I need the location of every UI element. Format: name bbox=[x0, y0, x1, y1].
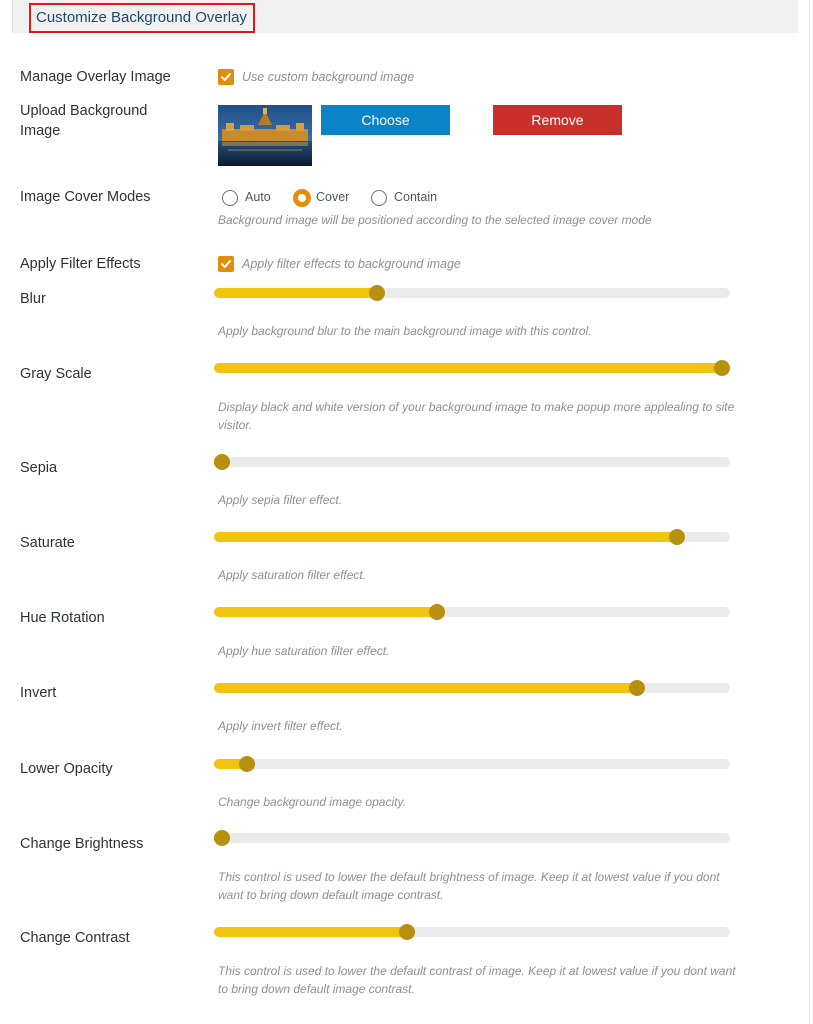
section-header bbox=[12, 0, 798, 33]
saturate-slider[interactable] bbox=[214, 532, 730, 542]
radio-auto-label[interactable]: Auto bbox=[245, 190, 271, 204]
grayscale-label: Gray Scale bbox=[20, 366, 92, 382]
blur-slider[interactable] bbox=[214, 288, 730, 298]
radio-cover[interactable] bbox=[293, 189, 311, 207]
sepia-slider-handle[interactable] bbox=[214, 454, 230, 470]
grayscale-slider-fill bbox=[214, 363, 722, 373]
sepia-help: Apply sepia filter effect. bbox=[218, 493, 343, 507]
grayscale-slider-handle[interactable] bbox=[714, 360, 730, 376]
cover-modes-help: Background image will be positioned according to the selected image cover mode bbox=[218, 213, 652, 227]
radio-contain-label[interactable]: Contain bbox=[394, 190, 438, 204]
hue-rotation-help: Apply hue saturation filter effect. bbox=[218, 644, 390, 658]
section-title[interactable]: Customize Background Overlay bbox=[29, 3, 255, 33]
saturate-slider-handle[interactable] bbox=[669, 529, 685, 545]
upload-background-label: Upload Background Image bbox=[20, 103, 148, 139]
cover-modes-label: Image Cover Modes bbox=[20, 189, 151, 205]
custom-background-checkbox[interactable] bbox=[218, 69, 234, 85]
checkmark-icon bbox=[220, 258, 232, 270]
blur-help: Apply background blur to the main background image with this control. bbox=[218, 324, 592, 338]
contrast-label: Change Contrast bbox=[20, 930, 130, 946]
sepia-slider[interactable] bbox=[214, 457, 730, 467]
filter-effects-checkbox-label[interactable]: Apply filter effects to background image bbox=[242, 257, 461, 271]
hue-rotation-slider-fill bbox=[214, 607, 437, 617]
lower-opacity-slider[interactable] bbox=[214, 759, 730, 769]
saturate-help: Apply saturation filter effect. bbox=[218, 568, 367, 582]
invert-help: Apply invert filter effect. bbox=[218, 719, 343, 733]
choose-button[interactable]: Choose bbox=[321, 105, 450, 135]
contrast-slider-fill bbox=[214, 927, 407, 937]
brightness-slider-handle[interactable] bbox=[214, 830, 230, 846]
contrast-slider[interactable] bbox=[214, 927, 730, 937]
background-image-thumbnail bbox=[218, 105, 312, 166]
custom-background-checkbox-label[interactable]: Use custom background image bbox=[242, 70, 415, 84]
filter-effects-label: Apply Filter Effects bbox=[20, 256, 141, 272]
blur-slider-handle[interactable] bbox=[369, 285, 385, 301]
blur-label: Blur bbox=[20, 291, 46, 307]
remove-button[interactable]: Remove bbox=[493, 105, 622, 135]
radio-contain[interactable] bbox=[371, 190, 387, 206]
hue-rotation-label: Hue Rotation bbox=[20, 610, 105, 626]
filter-effects-checkbox[interactable] bbox=[218, 256, 234, 272]
brightness-help: This control is used to lower the default brightness of image. Keep it at lowest value if you dont want to bring down default image contrast. bbox=[218, 870, 720, 902]
brightness-slider[interactable] bbox=[214, 833, 730, 843]
hue-rotation-slider-handle[interactable] bbox=[429, 604, 445, 620]
grayscale-help: Display black and white version of your background image to make popup more applealing to site visitor. bbox=[218, 400, 735, 432]
grayscale-slider[interactable] bbox=[214, 363, 730, 373]
invert-label: Invert bbox=[20, 685, 57, 701]
lower-opacity-slider-handle[interactable] bbox=[239, 756, 255, 772]
contrast-help: This control is used to lower the default contrast of image. Keep it at lowest value if you dont want to bring down default image contrast. bbox=[218, 964, 736, 996]
invert-slider-handle[interactable] bbox=[629, 680, 645, 696]
radio-cover-label[interactable]: Cover bbox=[316, 190, 350, 204]
hue-rotation-slider[interactable] bbox=[214, 607, 730, 617]
brightness-label: Change Brightness bbox=[20, 836, 144, 852]
sepia-label: Sepia bbox=[20, 460, 58, 476]
overlay-image-label: Manage Overlay Image bbox=[20, 69, 171, 85]
saturate-label: Saturate bbox=[20, 535, 75, 551]
lower-opacity-help: Change background image opacity. bbox=[218, 795, 406, 809]
radio-auto[interactable] bbox=[222, 190, 238, 206]
checkmark-icon bbox=[220, 71, 232, 83]
blur-slider-fill bbox=[214, 288, 377, 298]
invert-slider-fill bbox=[214, 683, 637, 693]
invert-slider[interactable] bbox=[214, 683, 730, 693]
lower-opacity-label: Lower Opacity bbox=[20, 761, 113, 777]
contrast-slider-handle[interactable] bbox=[399, 924, 415, 940]
saturate-slider-fill bbox=[214, 532, 677, 542]
panel-border bbox=[809, 0, 810, 1024]
